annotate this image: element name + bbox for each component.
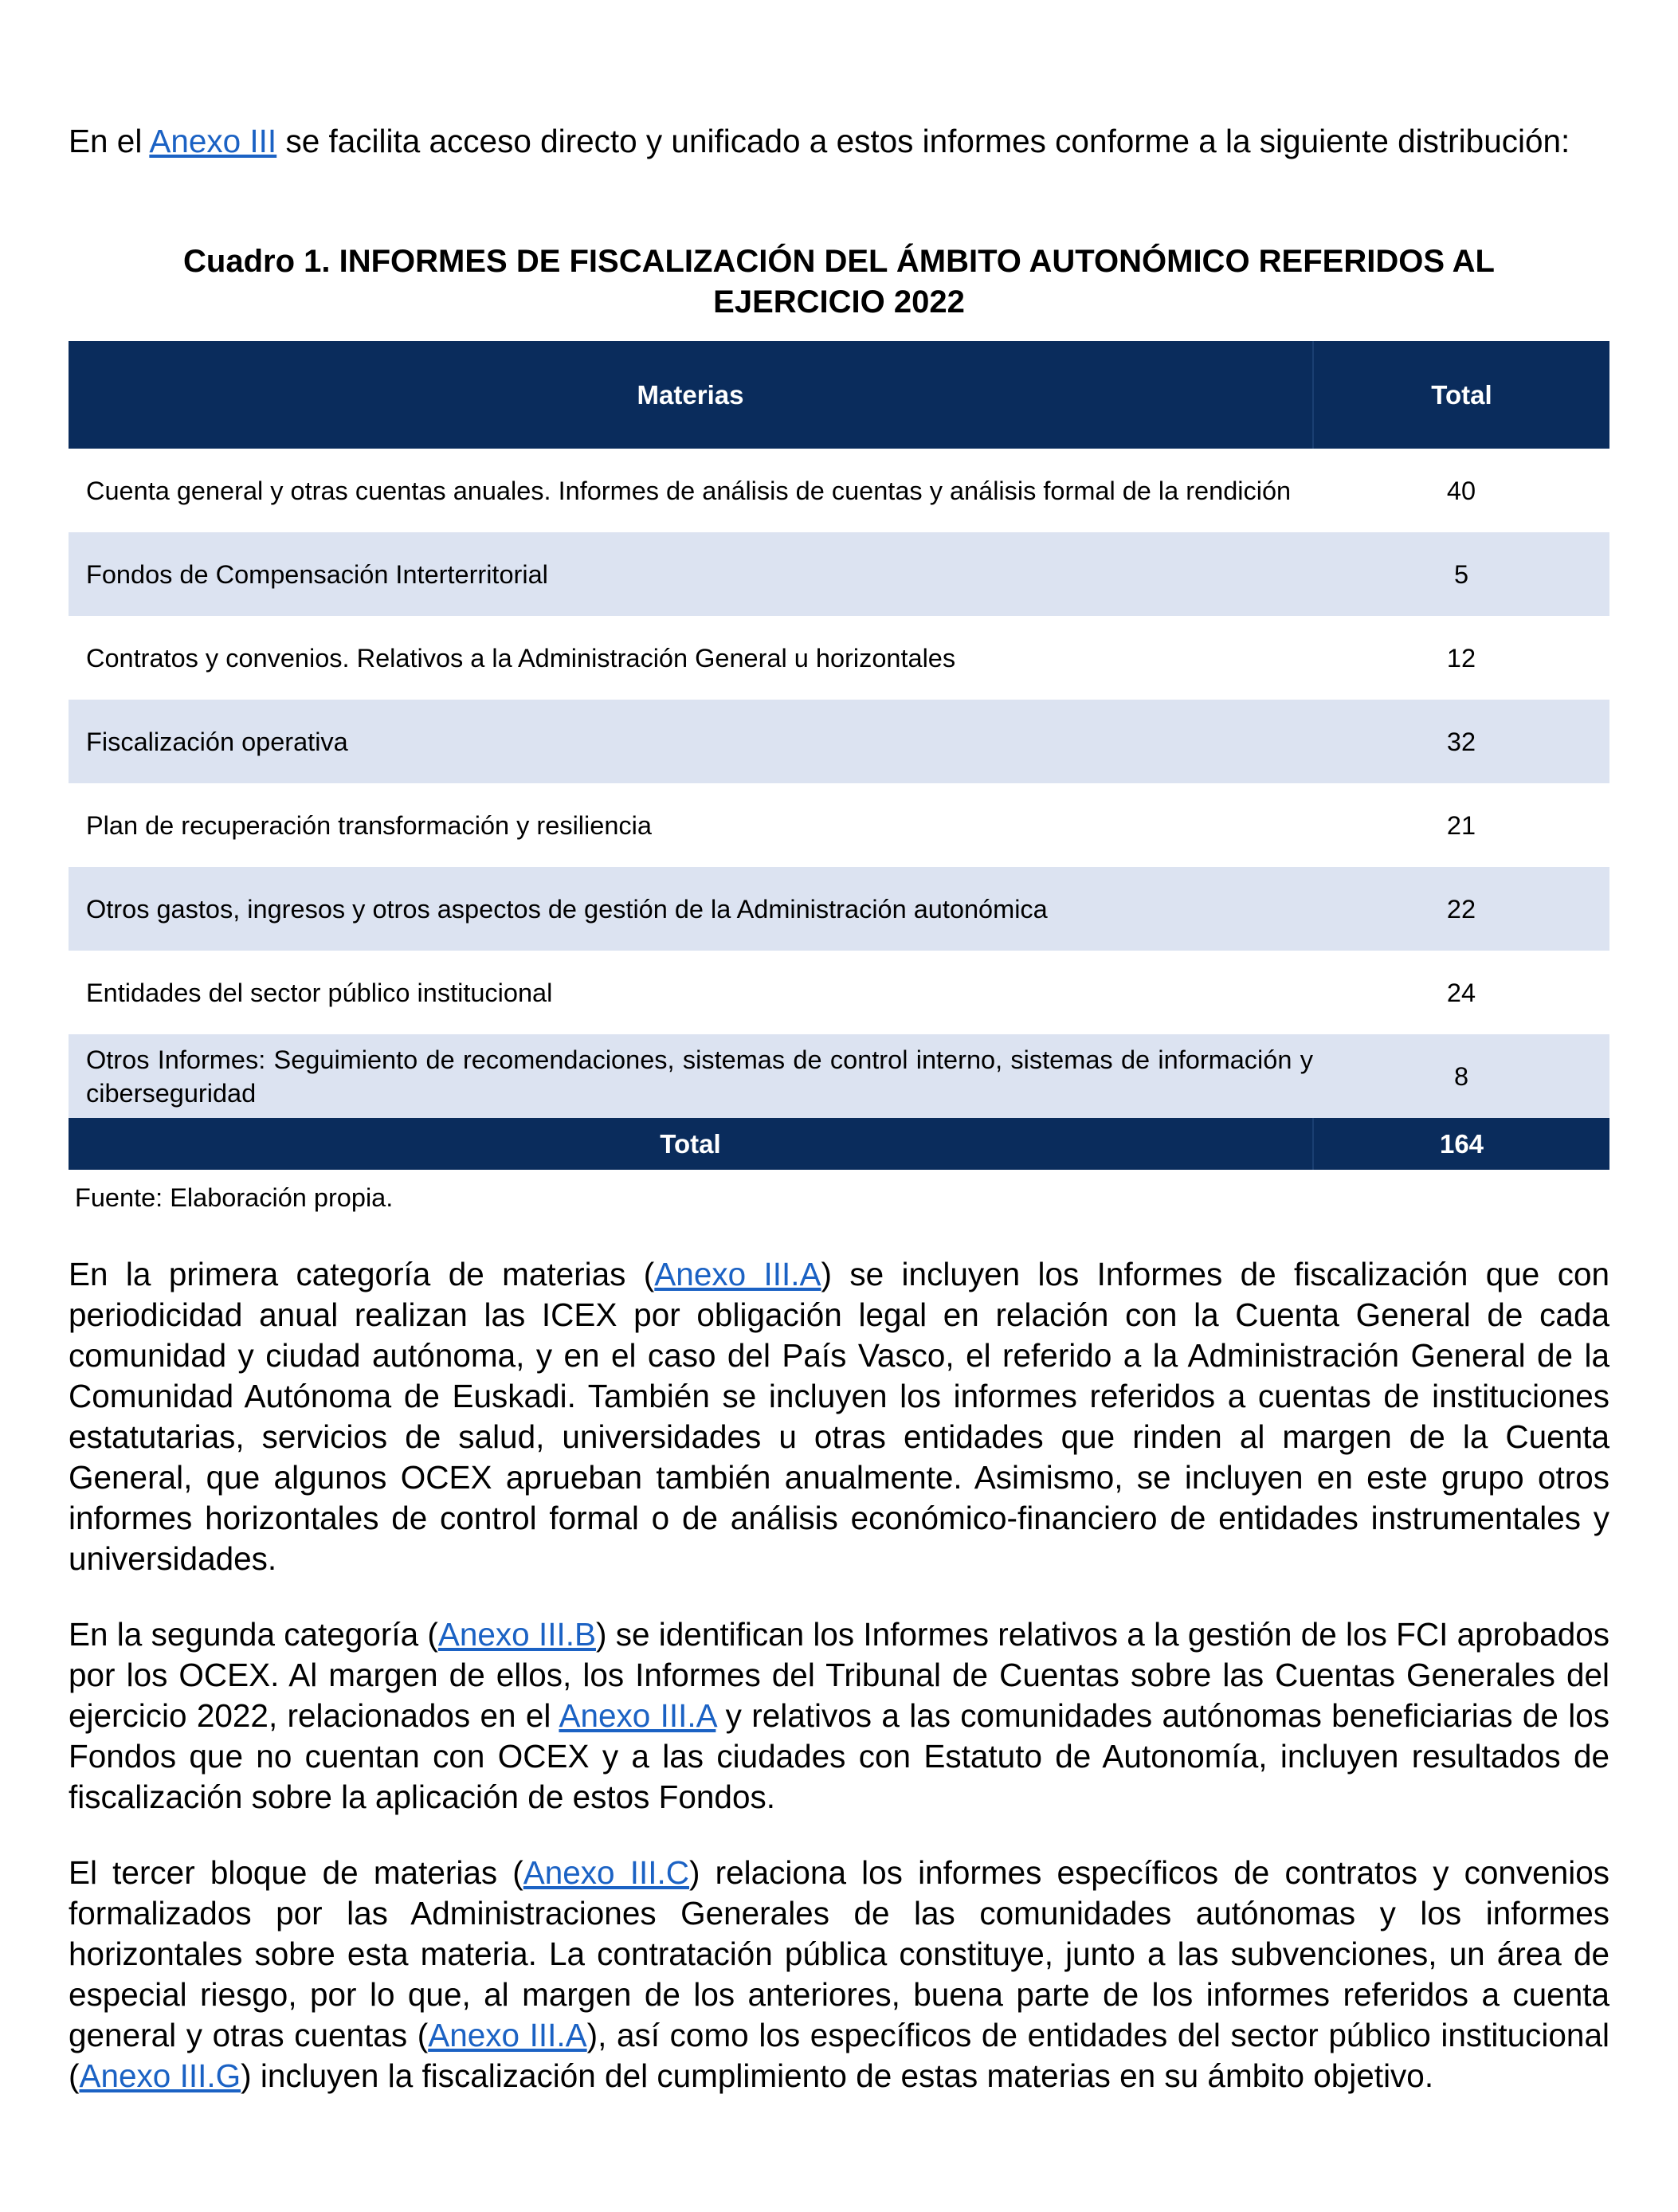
- row-total: 5: [1313, 532, 1609, 616]
- anexo-iii-a-link[interactable]: Anexo III.A: [654, 1256, 821, 1292]
- table-title-line-2: EJERCICIO 2022: [713, 284, 965, 320]
- intro-paragraph: En el Anexo III se facilita acceso directo y unificado a estos informes conforme a la siguiente distribución:: [69, 123, 1570, 159]
- paragraph-anexo-iii-c: El tercer bloque de materias (Anexo III.C) relaciona los informes específicos de contratos y convenios formalizados por las Administraciones Generales de las comunidades autónomas y los informes horizontales sobre esta materia. La contratación pública constituye, junto a las subvenciones, un área de especial riesgo, por lo que, al margen de los anteriores, buena parte de los informes referidos a cuenta general y otras cuentas (Anexo III.A), así como los específicos de entidades del sector público institucional (Anexo III.G) incluyen la fiscalización del cumplimiento de estas materias en su ámbito objetivo.: [69, 1854, 1609, 2094]
- total-label: Total: [69, 1118, 1313, 1170]
- anexo-iii-a-link[interactable]: Anexo III.A: [428, 2017, 587, 2053]
- row-materia: Fondos de Compensación Interterritorial: [69, 532, 1313, 616]
- paragraph-anexo-iii-b: En la segunda categoría (Anexo III.B) se identifican los Informes relativos a la gestión de los FCI aprobados por los OCEX. Al margen de ellos, los Informes del Tribunal de Cuentas sobre las Cuentas Generales del ejercicio 2022, relacionados en el Anexo III.A y relativos a las comunidades autónomas beneficiarias de los Fondos que no cuentan con OCEX y a las ciudades con Estatuto de Autonomía, incluyen resultados de fiscalización sobre la aplicación de estos Fondos.: [69, 1616, 1609, 1815]
- table-total-row: [69, 1118, 1609, 1170]
- row-materia: Plan de recuperación transformación y resiliencia: [86, 810, 652, 840]
- header-total: Total: [1313, 341, 1609, 449]
- table-row: [69, 867, 1609, 951]
- row-total: 22: [1313, 867, 1609, 951]
- row-materia: Fiscalización operativa: [69, 700, 1313, 783]
- informes-table: [69, 341, 1609, 1170]
- row-total: 21: [1446, 810, 1476, 840]
- row-total: 12: [1446, 643, 1476, 673]
- table-title-line-1: Cuadro 1. INFORMES DE FISCALIZACIÓN DEL ÁMBITO AUTONÓMICO REFERIDOS AL: [183, 244, 1495, 279]
- table-row: [69, 1034, 1609, 1118]
- row-materia: Otros gastos, ingresos y otros aspectos de gestión de la Administración autonómica: [69, 867, 1313, 951]
- table-row: [69, 700, 1609, 783]
- total-value: 164: [1313, 1118, 1609, 1170]
- row-materia: Cuenta general y otras cuentas anuales. Informes de análisis de cuentas y análisis formal de la rendición: [86, 476, 1292, 505]
- anexo-iii-c-link[interactable]: Anexo III.C: [523, 1854, 689, 1891]
- row-materia: Entidades del sector público institucional: [86, 978, 553, 1007]
- anexo-iii-link[interactable]: Anexo III: [149, 123, 277, 159]
- row-total: 8: [1313, 1034, 1609, 1118]
- table-row: [69, 616, 1609, 700]
- row-materia: Otros Informes: Seguimiento de recomendaciones, sistemas de control interno, sistemas de información y ciberseguridad: [69, 1034, 1313, 1118]
- paragraph-anexo-iii-a: En la primera categoría de materias (Anexo III.A) se incluyen los Informes de fiscalización que con periodicidad anual realizan las ICEX por obligación legal en relación con la Cuenta General de cada comunidad y ciudad autónoma, y en el caso del País Vasco, el referido a la Administración General de la Comunidad Autónoma de Euskadi. También se incluyen los informes referidos a cuentas de instituciones estatutarias, servicios de salud, universidades u otras entidades que rinden al margen de la Cuenta General, que algunos OCEX aprueban también anualmente. Asimismo, se incluyen en este grupo otros informes horizontales de control formal o de análisis económico-financiero de entidades instrumentales y universidades.: [69, 1256, 1609, 1577]
- row-materia: Contratos y convenios. Relativos a la Administración General u horizontales: [86, 643, 956, 673]
- anexo-iii-g-link[interactable]: Anexo III.G: [79, 2057, 241, 2094]
- table-row: [69, 783, 1609, 867]
- header-materias: Materias: [69, 341, 1313, 449]
- table-row: [69, 951, 1609, 1034]
- table-header-row: [69, 341, 1609, 449]
- row-total: 32: [1313, 700, 1609, 783]
- table-row: [69, 532, 1609, 616]
- anexo-iii-a-link[interactable]: Anexo III.A: [559, 1697, 716, 1734]
- table-title: [69, 241, 1609, 323]
- table-source-note: Fuente: Elaboración propia.: [75, 1183, 394, 1212]
- anexo-iii-b-link[interactable]: Anexo III.B: [437, 1616, 596, 1653]
- row-total: 24: [1446, 978, 1476, 1007]
- table-row: [69, 449, 1609, 532]
- row-total: 40: [1446, 476, 1476, 505]
